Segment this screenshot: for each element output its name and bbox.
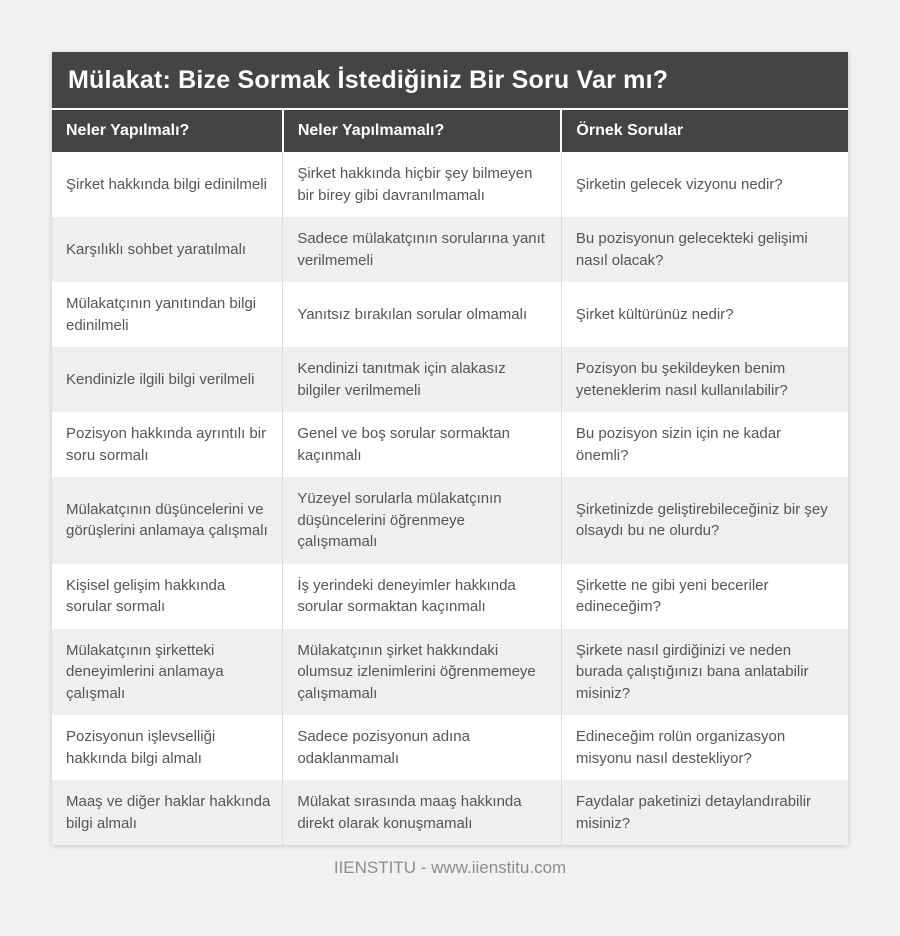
table-row — [52, 477, 848, 564]
do-cell: Karşılıklı sohbet yaratılmalı — [52, 217, 283, 282]
question-cell: Şirketin gelecek vizyonu nedir? — [561, 152, 848, 217]
do-cell: Kişisel gelişim hakkında sorular sormalı — [52, 564, 283, 629]
do-cell: Pozisyonun işlevselliği hakkında bilgi almalı — [52, 715, 283, 780]
dont-cell: Yüzeyel sorularla mülakatçının düşüncelerini öğrenmeye çalışmamalı — [283, 477, 562, 564]
table-row — [52, 412, 848, 477]
table-row — [52, 152, 848, 217]
question-cell: Pozisyon bu şekildeyken benim yeteneklerim nasıl kullanılabilir? — [561, 347, 848, 412]
column-header-do: Neler Yapılmalı? — [52, 110, 283, 152]
question-cell: Şirkete nasıl girdiğinizi ve neden burada çalıştığınızı bana anlatabilir misiniz? — [561, 629, 848, 716]
column-header-dont: Neler Yapılmamalı? — [283, 110, 562, 152]
do-cell: Maaş ve diğer haklar hakkında bilgi almalı — [52, 780, 283, 845]
do-cell: Mülakatçının şirketteki deneyimlerini anlamaya çalışmalı — [52, 629, 283, 716]
table-row — [52, 564, 848, 629]
do-cell: Şirket hakkında bilgi edinilmeli — [52, 152, 283, 217]
table-row — [52, 347, 848, 412]
do-cell: Kendinizle ilgili bilgi verilmeli — [52, 347, 283, 412]
footer-credit: IIENSTITU - www.iienstitu.com — [333, 858, 567, 877]
question-cell: Bu pozisyonun gelecekteki gelişimi nasıl olacak? — [561, 217, 848, 282]
do-cell: Pozisyon hakkında ayrıntılı bir soru sormalı — [52, 412, 283, 477]
table-header — [52, 110, 848, 152]
table-row — [52, 217, 848, 282]
table-body — [52, 152, 848, 845]
dont-cell: Kendinizi tanıtmak için alakasız bilgiler verilmemeli — [283, 347, 562, 412]
question-cell: Şirket kültürünüz nedir? — [561, 282, 848, 347]
question-cell: Bu pozisyon sizin için ne kadar önemli? — [561, 412, 848, 477]
question-cell: Şirkette ne gibi yeni beceriler edineceğim? — [561, 564, 848, 629]
question-cell: Edineceğim rolün organizasyon misyonu nasıl destekliyor? — [561, 715, 848, 780]
do-cell: Mülakatçının yanıtından bilgi edinilmeli — [52, 282, 283, 347]
interview-qa-table — [52, 110, 848, 845]
dont-cell: Sadece pozisyonun adına odaklanmamalı — [283, 715, 562, 780]
dont-cell: Genel ve boş sorular sormaktan kaçınmalı — [283, 412, 562, 477]
column-header-questions: Örnek Sorular — [561, 110, 848, 152]
question-cell: Şirketinizde geliştirebileceğiniz bir şey olsaydı bu ne olurdu? — [561, 477, 848, 564]
dont-cell: Mülakat sırasında maaş hakkında direkt olarak konuşmamalı — [283, 780, 562, 845]
dont-cell: Mülakatçının şirket hakkındaki olumsuz izlenimlerini öğrenmemeye çalışmamalı — [283, 629, 562, 716]
table-row — [52, 282, 848, 347]
dont-cell: Şirket hakkında hiçbir şey bilmeyen bir birey gibi davranılmamalı — [283, 152, 562, 217]
question-cell: Faydalar paketinizi detaylandırabilir misiniz? — [561, 780, 848, 845]
do-cell: Mülakatçının düşüncelerini ve görüşlerini anlamaya çalışmalı — [52, 477, 283, 564]
table-row — [52, 780, 848, 845]
page-title: Mülakat: Bize Sormak İstediğiniz Bir Soru Var mı? — [52, 52, 848, 110]
interview-table-card — [52, 52, 848, 845]
header-row — [52, 110, 848, 152]
table-row — [52, 715, 848, 780]
dont-cell: İş yerindeki deneyimler hakkında sorular sormaktan kaçınmalı — [283, 564, 562, 629]
dont-cell: Sadece mülakatçının sorularına yanıt verilmemeli — [283, 217, 562, 282]
dont-cell: Yanıtsız bırakılan sorular olmamalı — [283, 282, 562, 347]
table-row — [52, 629, 848, 716]
